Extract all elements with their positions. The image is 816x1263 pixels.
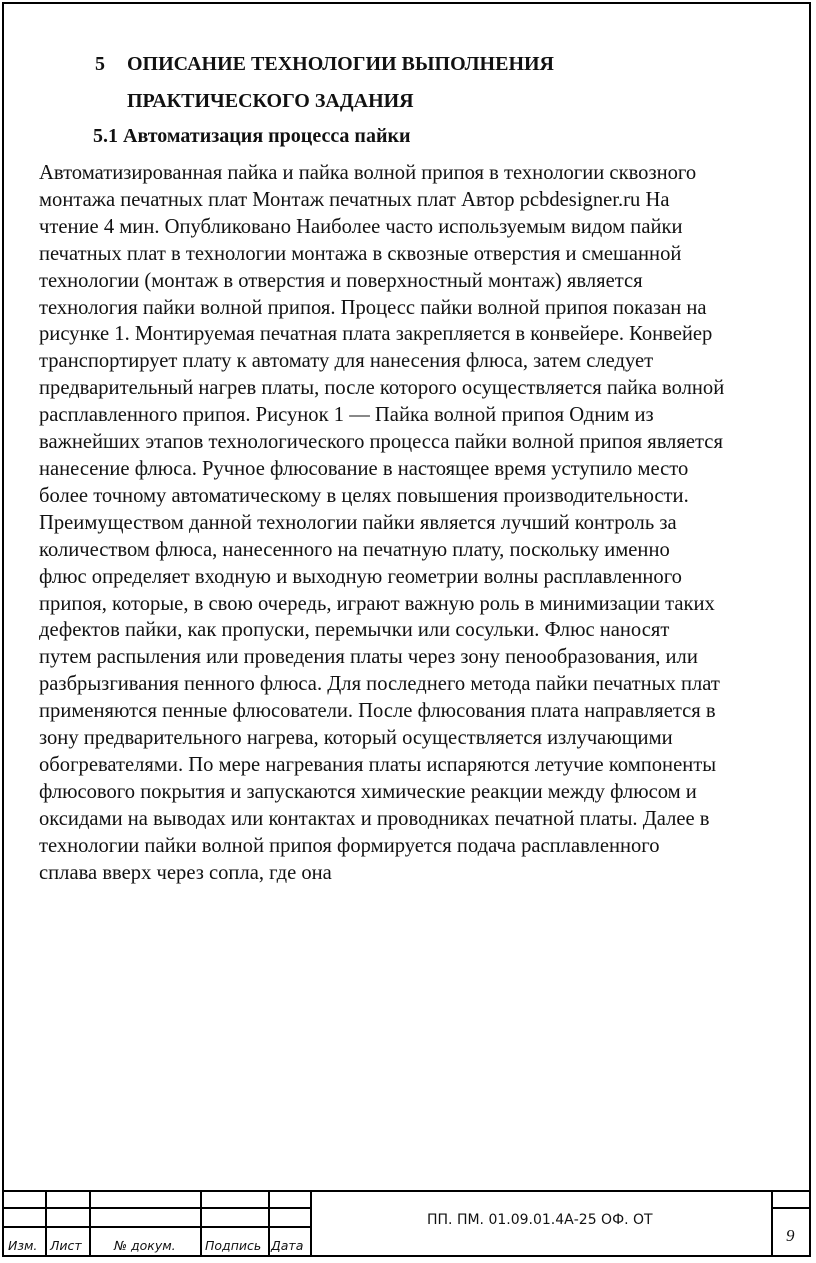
body-line: расплавленного припоя. Рисунок 1 — Пайка волной припоя Одним из [39, 404, 654, 427]
body-line: оксидами на выводах или контактах и проводниках печатной платы. Далее в [39, 807, 710, 830]
body-line: применяются пенные флюсователи. После флюсования плата направляется в [39, 700, 716, 723]
body-line: печатных плат в технологии монтажа в сквозные отверстия и смешанной [39, 242, 682, 265]
body-line: технологии пайки волной припоя формируется подача расплавленного [39, 834, 660, 857]
stamp-list-label: Лист [50, 1238, 82, 1253]
stamp-col-divider [771, 1190, 773, 1257]
body-line: транспортирует плату к автомату для нанесения флюса, затем следует [39, 350, 654, 373]
body-line: количеством флюса, нанесенного на печатную плату, поскольку именно [39, 538, 670, 561]
stamp-col-divider [268, 1190, 270, 1257]
body-line: важнейших этапов технологического процесса пайки волной припоя является [39, 431, 723, 454]
body-line: монтажа печатных плат Монтаж печатных плат Автор pcbdesigner.ru На [39, 188, 670, 211]
stamp-sheet-divider [771, 1207, 811, 1209]
body-line: технология пайки волной припоя. Процесс пайки волной припоя показан на [39, 296, 707, 319]
sheet-number: 9 [786, 1226, 795, 1245]
stamp-podpis-label: Подпись [205, 1238, 262, 1253]
body-line: разбрызгивания пенного флюса. Для последнего метода пайки печатных плат [39, 673, 720, 696]
document-code: ПП. ПМ. 01.09.01.4А-25 ОФ. ОТ [427, 1212, 653, 1228]
body-text [39, 160, 779, 886]
body-line: Автоматизированная пайка и пайка волной припоя в технологии сквозного [39, 162, 697, 184]
body-line: более точному автоматическому в целях повышения производительности. [39, 484, 689, 507]
body-line: предварительный нагрев платы, после которого осуществляется пайка волной [39, 377, 725, 400]
section-number: 5 [95, 53, 105, 75]
body-line: припоя, которые, в свою очередь, играют важную роль в минимизации таких [39, 592, 715, 615]
body-line: обогревателями. По мере нагревания платы испаряются летучие компоненты [39, 753, 717, 776]
stamp-row-divider [2, 1226, 312, 1228]
subsection-heading: 5.1 Автоматизация процесса пайки [93, 125, 411, 147]
body-line: чтение 4 мин. Опубликовано Наиболее часто используемым видом пайки [39, 215, 683, 238]
stamp-col-divider [310, 1190, 312, 1257]
stamp-izm-label: Изм. [8, 1238, 38, 1253]
body-line: сплава вверх через сопла, где она [39, 861, 332, 884]
section-title-line-1: ОПИСАНИЕ ТЕХНОЛОГИИ ВЫПОЛНЕНИЯ [127, 53, 555, 75]
stamp-col-divider [200, 1190, 202, 1257]
stamp-data-label: Дата [271, 1238, 304, 1253]
title-block-stamp [2, 1190, 811, 1257]
stamp-top-border [2, 1190, 811, 1192]
body-line: флюсового покрытия и запускаются химические реакции между флюсом и [39, 780, 697, 803]
body-line: рисунке 1. Монтируемая печатная плата закрепляется в конвейере. Конвейер [39, 323, 713, 346]
body-line: дефектов пайки, как пропуски, перемычки или сосульки. Флюс наносят [39, 619, 670, 642]
stamp-col-divider [45, 1190, 47, 1257]
body-line: технологии (монтаж в отверстия и поверхностный монтаж) является [39, 269, 643, 292]
body-line: зону предварительного нагрева, который осуществляется излучающими [39, 727, 673, 750]
section-heading [95, 46, 554, 120]
section-title-line-2: ПРАКТИЧЕСКОГО ЗАДАНИЯ [127, 90, 414, 112]
body-line: флюс определяет входную и выходную геометрии волны расплавленного [39, 565, 682, 588]
stamp-row-divider [2, 1207, 312, 1209]
body-line: Преимуществом данной технологии пайки является лучший контроль за [39, 511, 677, 534]
body-line: нанесение флюса. Ручное флюсование в настоящее время уступило место [39, 457, 689, 480]
stamp-col-divider [89, 1190, 91, 1257]
body-line: путем распыления или проведения платы через зону пенообразования, или [39, 646, 698, 669]
stamp-dokum-label: № докум. [114, 1238, 176, 1253]
